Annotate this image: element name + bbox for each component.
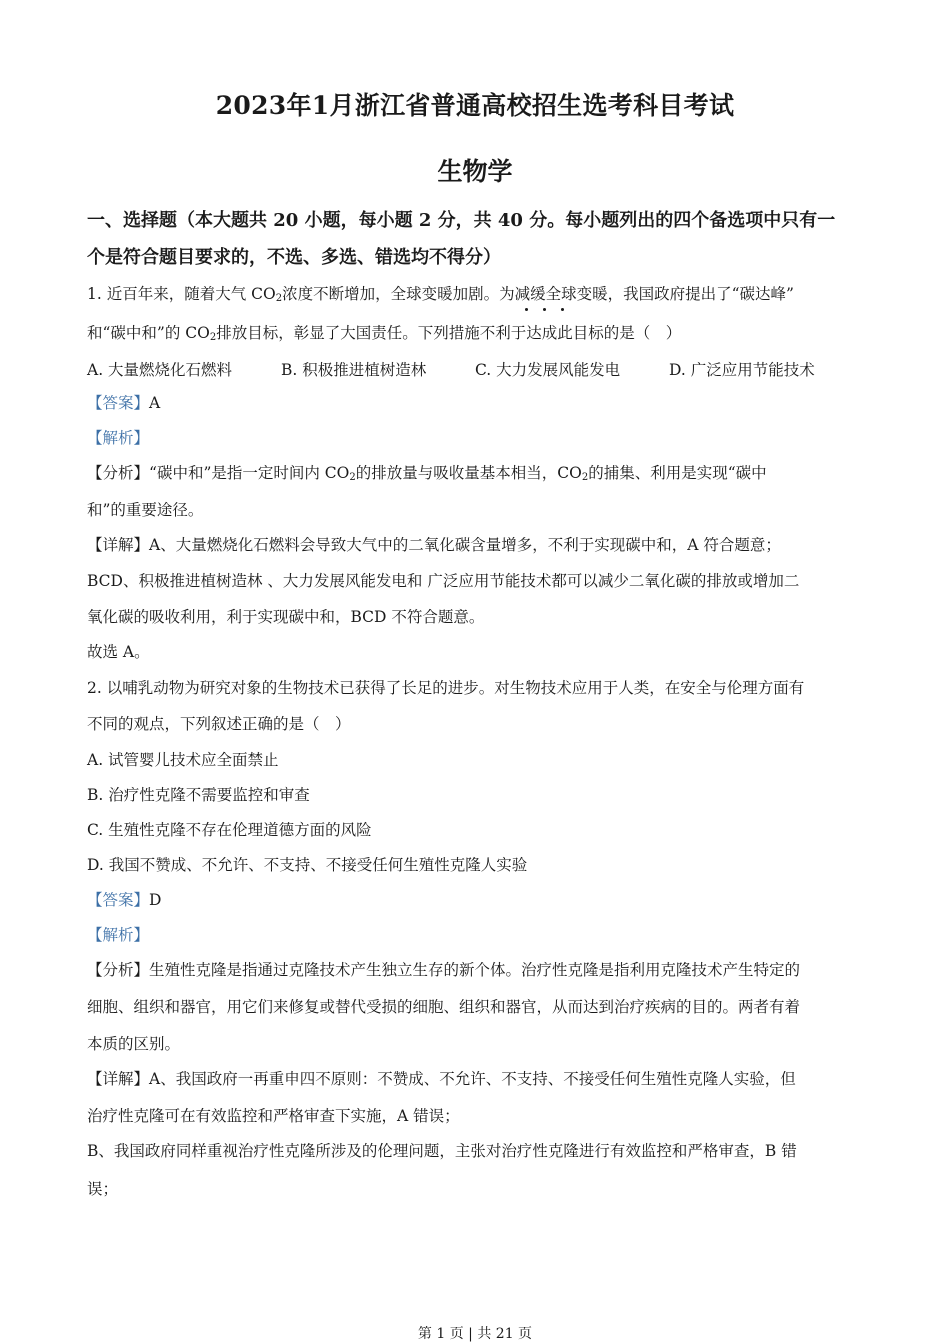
q1-detail-line1 <box>87 535 867 555</box>
q1-stem-text: 浓度不断增加，全球变暖加剧。为减缓全球变暖，我国政府提出了“碳达峰” <box>282 285 794 303</box>
emphasis-dots <box>525 308 585 316</box>
fenxi-text: 的捕集、利用是实现“碳中 <box>588 464 767 482</box>
detail-text: A、大量燃烧化石燃料会导致大气中的二氧化碳含量增多，不利于实现碳中和，A 符合题意； <box>149 536 781 554</box>
q2-option-d: D. 我国不赞成、不允许、不支持、不接受任何生殖性克隆人实验 <box>87 856 528 874</box>
answer-label: 【答案】 <box>87 891 150 909</box>
q1-answer <box>87 393 867 413</box>
q1-option-b: B. 积极推进植树造林 <box>281 361 427 379</box>
q2-stem-line1: 2. 以哺乳动物为研究对象的生物技术已获得了长足的进步。对生物技术应用于人类，在安全与伦理方面有 <box>87 679 805 697</box>
fenxi-label: 【分析】 <box>87 464 150 482</box>
q1-detail-line2: BCD、积极推进植树造林 、大力发展风能发电和 广泛应用节能技术都可以减少二氧化碳的排放或增加二 <box>87 572 800 590</box>
q2-detail-line2: 治疗性克隆可在有效监控和严格审查下实施，A 错误； <box>87 1107 460 1125</box>
q2-answer <box>87 890 867 910</box>
q2-detail-line1 <box>87 1069 867 1089</box>
page-footer: 第 1 页 | 共 21 页 <box>417 1326 533 1342</box>
q2-option-b: B. 治疗性克隆不需要监控和审查 <box>87 786 310 804</box>
answer-value: A <box>149 394 161 412</box>
q2-option-c: C. 生殖性克隆不存在伦理道德方面的风险 <box>87 821 372 839</box>
q2-stem-line2: 不同的观点，下列叙述正确的是（ ） <box>87 715 351 733</box>
subscript: 2 <box>275 293 283 304</box>
fenxi-text: “碳中和”是指一定时间内 CO <box>149 464 350 482</box>
q1-stem-line1 <box>87 284 867 309</box>
subject-title: 生物学 <box>437 157 513 186</box>
q2-fenxi-line1 <box>87 960 867 980</box>
detail-text: A、我国政府一再重申四不原则：不赞成、不允许、不支持、不接受任何生殖性克隆人实验，但 <box>149 1070 796 1088</box>
q2-detail-line4: 误； <box>87 1180 119 1198</box>
exam-title: 2023年1月浙江省普通高校招生选考科目考试 <box>215 91 735 120</box>
section-heading-line2: 个是符合题目要求的，不选、多选、错选均不得分） <box>87 247 501 268</box>
detail-label: 【详解】 <box>87 536 150 554</box>
q1-fenxi-line1 <box>87 463 867 488</box>
answer-value: D <box>149 891 162 909</box>
detail-label: 【详解】 <box>87 1070 150 1088</box>
q1-stem-text: 1. 近百年来，随着大气 CO <box>87 285 276 303</box>
q1-option-a: A. 大量燃烧化石燃料 <box>87 361 233 379</box>
section-heading-line1: 一、选择题（本大题共 20 小题，每小题 2 分，共 40 分。每小题列出的四个备选项中只有一 <box>87 210 836 231</box>
q2-option-a: A. 试管婴儿技术应全面禁止 <box>87 751 279 769</box>
fenxi-label: 【分析】 <box>87 961 150 979</box>
subscript: 2 <box>209 332 217 343</box>
subscript: 2 <box>349 472 356 483</box>
q1-stem-line2 <box>87 323 867 348</box>
q1-option-c: C. 大力发展风能发电 <box>475 361 621 379</box>
q1-fenxi-line2: 和”的重要途径。 <box>87 501 204 519</box>
fenxi-text: 生殖性克隆是指通过克隆技术产生独立生存的新个体。治疗性克隆是指利用克隆技术产生特定的 <box>149 961 801 979</box>
q1-conclusion: 故选 A。 <box>87 643 150 661</box>
q1-stem-text: 和“碳中和”的 CO <box>87 324 210 342</box>
q1-detail-line3: 氧化碳的吸收利用，利于实现碳中和，BCD 不符合题意。 <box>87 608 485 626</box>
q1-option-d: D. 广泛应用节能技术 <box>669 361 815 379</box>
subscript: 2 <box>581 472 589 483</box>
q2-fenxi-line2: 细胞、组织和器官，用它们来修复或替代受损的细胞、组织和器官，从而达到治疗疾病的目的。两者有着 <box>87 998 801 1016</box>
q1-analysis-label: 【解析】 <box>87 429 150 447</box>
q2-detail-line3: B、我国政府同样重视治疗性克隆所涉及的伦理问题，主张对治疗性克隆进行有效监控和严格审查，B 错 <box>87 1142 797 1160</box>
q1-stem-text: 排放目标，彰显了大国责任。下列措施不利于达成此目标的是（ ） <box>216 324 682 342</box>
fenxi-text: 的排放量与吸收量基本相当，CO <box>355 464 582 482</box>
answer-label: 【答案】 <box>87 394 150 412</box>
q2-fenxi-line3: 本质的区别。 <box>87 1035 181 1053</box>
q2-analysis-label: 【解析】 <box>87 926 150 944</box>
